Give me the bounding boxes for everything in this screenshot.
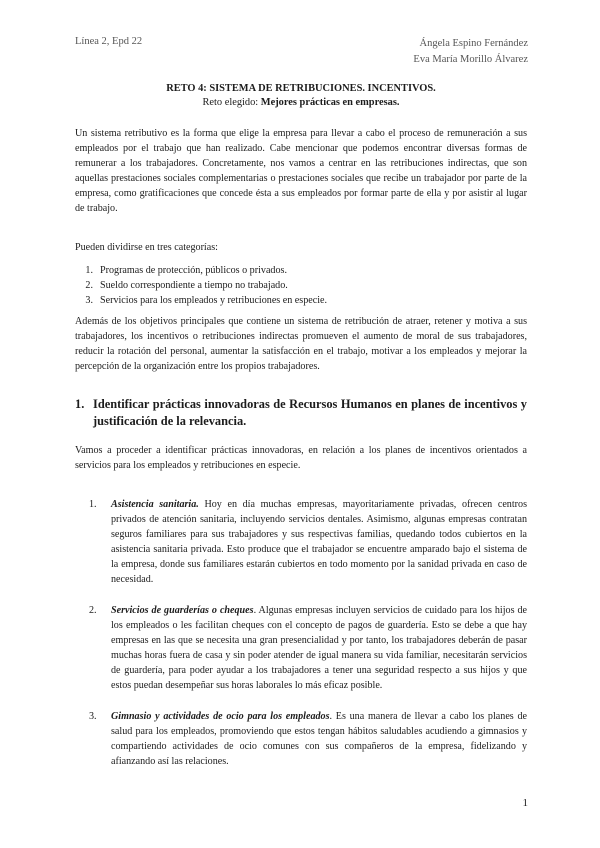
list-item-number: 1. bbox=[85, 265, 93, 276]
practice-body bbox=[111, 603, 527, 693]
practice-number: 1. bbox=[89, 499, 97, 510]
header-author-1: Ángela Espino Fernández bbox=[419, 38, 528, 49]
list-item bbox=[85, 263, 527, 278]
list-item-text: Servicios para los empleados y retribuciones en especie. bbox=[100, 295, 328, 306]
objectives-paragraph: Además de los objetivos principales que contiene un sistema de retribución de atraer, retener y motiva a sus trabajadores, los incentivos o retribuciones indirectas promueven el aumento de moral de sus trabajadores, reducir la rotación del personal, aumentar la satisfacción en el trabajo, motivar a los empleados y mejorar la percepción de la organización entre los propios trabajadores. bbox=[75, 316, 527, 372]
document-title: RETO 4: SISTEMA DE RETRIBUCIONES. INCENTIVOS. bbox=[166, 83, 436, 94]
practice-number: 3. bbox=[89, 711, 97, 722]
categories-intro: Pueden dividirse en tres categorías: bbox=[75, 242, 218, 253]
list-item-number: 3. bbox=[85, 295, 93, 306]
practice-text: Hoy en día muchas empresas, mayoritariamente privadas, ofrecen centros privados de atención sanitaria, incluyendo servicios dentales. Asimismo, algunas empresas contratan seguros familiares para sus trabajadores y sus respectivas familias, quedando todos cubiertos en la asistencia sanitaria privada. Esto produce que el trabajador se encuentre amparado bajo el sistema de la empresa, donde sus familiares estarán cubiertos en todo momento por la sanidad privada en caso de necesidad. bbox=[111, 499, 527, 585]
practice-body bbox=[111, 709, 527, 769]
practice-item-childcare bbox=[89, 603, 527, 693]
section-heading bbox=[75, 396, 527, 430]
section-number: 1. bbox=[75, 397, 85, 411]
practice-number: 2. bbox=[89, 605, 97, 616]
categories-list bbox=[75, 263, 527, 308]
page-number: 1 bbox=[522, 797, 528, 809]
section-intro-paragraph: Vamos a proceder a identificar prácticas innovadoras, en relación a los planes de incentivos orientados a servicios para los empleados y retribuciones en especie. bbox=[75, 445, 527, 471]
header-authors bbox=[413, 36, 528, 67]
practice-item-health bbox=[89, 497, 527, 587]
header-course-label: Línea 2, Epd 22 bbox=[75, 36, 143, 47]
section-heading-text: Identificar prácticas innovadoras de Recursos Humanos en planes de incentivos y justificación de la relevancia. bbox=[93, 397, 527, 428]
practice-title: Gimnasio y actividades de ocio para los empleados bbox=[111, 711, 330, 722]
list-item bbox=[85, 293, 527, 308]
practice-text: . Es una manera de llevar a cabo los planes de salud para los empleados, promoviendo que estos tengan hábitos saludables acudiendo a gimnasios y compartiendo actividades de ocio comunes con sus compañeros de la empresa, fidelizando y afianzando así las relaciones. bbox=[111, 711, 527, 767]
subtitle-prefix: Reto elegido: bbox=[202, 97, 261, 108]
practice-text: . Algunas empresas incluyen servicios de cuidado para los hijos de los empleados o les facilitan cheques con el concepto de pagos de guardería. Esto se debe a que hay empresas en las que se necesita una gran presencialidad y por tanto, los trabajadores deberán de pasar muchas horas fuera de casa y sin poder atender de igual manera su vida familiar, necesitarán servicios de guardería, para poder ayudar a los trabajadores a tener una seguridad respecto a sus hijos y que estos puedan desempeñar sus horas laborales lo más eficaz posible. bbox=[111, 605, 528, 691]
header-author-2: Eva María Morillo Álvarez bbox=[413, 53, 528, 65]
document-subtitle bbox=[75, 96, 527, 110]
list-item-text: Sueldo correspondiente a tiempo no trabajado. bbox=[100, 280, 288, 291]
intro-paragraph: Un sistema retributivo es la forma que elige la empresa para llevar a cabo el proceso de remuneración a sus empleados por el trabajo que han realizado. Cabe mencionar que podemos encontrar diversas formas de remunerar a los trabajadores. Concretamente, nos vamos a centrar en las retribuciones indirectas, que son aquellas prestaciones sociales complementarias o prestaciones sociales que recibe un trabajador por parte de la empresa, como gratificaciones que concede ésta a sus empleados por formar parte de ella y por asistir al lugar de trabajo. bbox=[75, 128, 527, 214]
subtitle-challenge: Mejores prácticas en empresas. bbox=[260, 97, 400, 108]
list-item-text: Programas de protección, públicos o privados. bbox=[100, 265, 287, 276]
practice-title: Servicios de guarderías o cheques bbox=[111, 605, 254, 616]
list-item-number: 2. bbox=[85, 280, 93, 291]
practice-body bbox=[111, 497, 527, 587]
list-item bbox=[85, 278, 527, 293]
document-body bbox=[75, 82, 527, 785]
practice-item-gym bbox=[89, 709, 527, 769]
practice-title: Asistencia sanitaria. bbox=[111, 499, 199, 510]
